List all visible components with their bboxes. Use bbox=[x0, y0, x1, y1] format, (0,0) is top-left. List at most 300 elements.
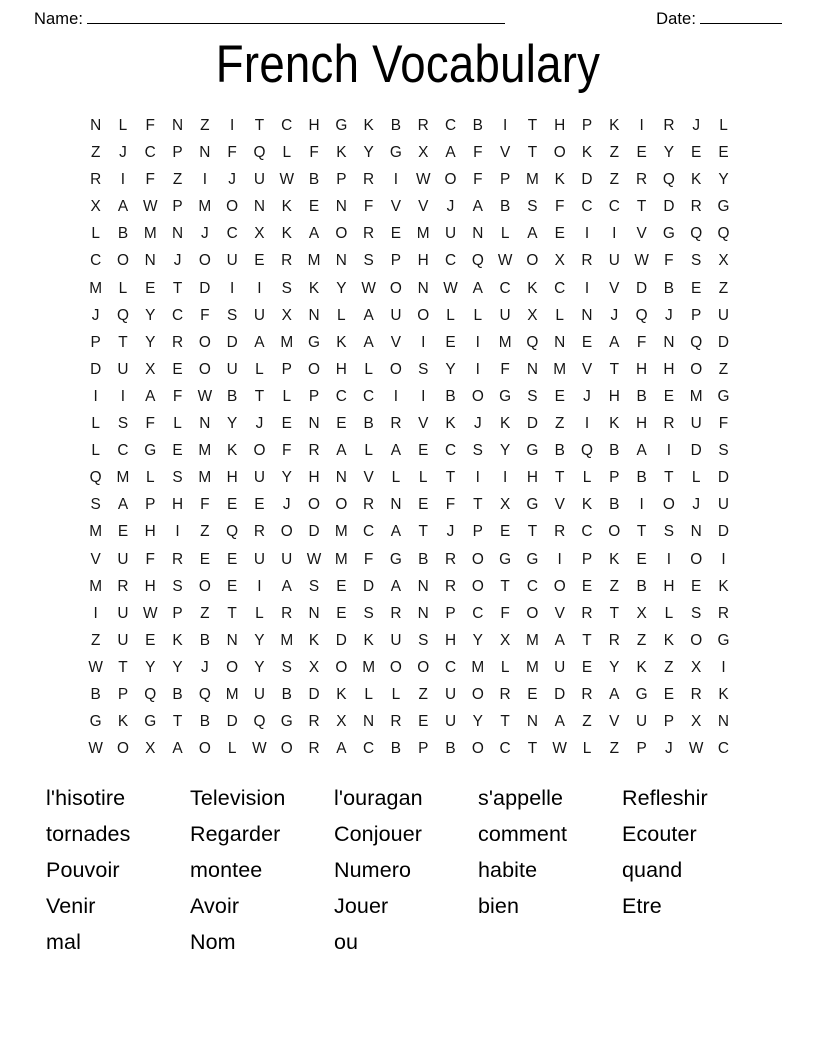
grid-cell[interactable]: V bbox=[90, 550, 101, 568]
grid-cell[interactable]: P bbox=[581, 550, 593, 568]
grid-cell[interactable]: R bbox=[171, 333, 184, 351]
grid-cell[interactable]: D bbox=[226, 333, 238, 351]
grid-cell[interactable]: O bbox=[690, 631, 703, 649]
grid-cell[interactable]: E bbox=[418, 442, 429, 460]
grid-cell[interactable]: U bbox=[117, 604, 129, 622]
grid-cell[interactable]: B bbox=[499, 198, 511, 216]
grid-cell[interactable]: J bbox=[446, 198, 455, 216]
grid-cell[interactable]: O bbox=[308, 496, 321, 514]
grid-cell[interactable]: K bbox=[445, 415, 456, 433]
grid-cell[interactable]: J bbox=[665, 306, 673, 324]
grid-cell[interactable]: R bbox=[308, 713, 320, 731]
grid-cell[interactable]: J bbox=[610, 306, 619, 324]
grid-cell[interactable]: C bbox=[581, 523, 593, 541]
grid-cell[interactable]: T bbox=[609, 604, 619, 622]
grid-cell[interactable]: T bbox=[636, 523, 647, 541]
grid-cell[interactable]: D bbox=[335, 631, 347, 649]
grid-cell[interactable]: F bbox=[363, 198, 374, 216]
grid-cell[interactable]: T bbox=[609, 360, 619, 378]
grid-cell[interactable]: Q bbox=[526, 333, 539, 351]
grid-cell[interactable]: U bbox=[226, 360, 238, 378]
grid-cell[interactable]: K bbox=[363, 117, 374, 134]
grid-cell[interactable]: R bbox=[253, 523, 265, 541]
grid-cell[interactable]: S bbox=[281, 279, 292, 297]
grid-cell[interactable]: S bbox=[718, 442, 729, 460]
grid-cell[interactable]: G bbox=[389, 144, 402, 162]
grid-cell[interactable]: L bbox=[118, 117, 128, 134]
grid-cell[interactable]: V bbox=[418, 415, 429, 433]
grid-cell[interactable]: O bbox=[526, 604, 539, 622]
grid-cell[interactable]: I bbox=[120, 387, 126, 405]
grid-cell[interactable]: E bbox=[418, 713, 429, 731]
grid-cell[interactable]: Q bbox=[226, 523, 239, 541]
grid-cell[interactable]: U bbox=[690, 415, 702, 433]
grid-cell[interactable]: V bbox=[390, 198, 402, 216]
grid-cell[interactable]: F bbox=[554, 198, 565, 216]
grid-cell[interactable]: U bbox=[253, 469, 265, 487]
grid-cell[interactable]: O bbox=[608, 523, 621, 541]
grid-cell[interactable]: Y bbox=[472, 631, 483, 649]
grid-cell[interactable]: L bbox=[173, 415, 182, 433]
grid-cell[interactable]: H bbox=[663, 577, 675, 595]
grid-cell[interactable]: Y bbox=[445, 360, 456, 378]
grid-cell[interactable]: K bbox=[281, 198, 292, 216]
grid-cell[interactable]: F bbox=[200, 306, 210, 324]
grid-cell[interactable]: U bbox=[717, 306, 730, 324]
grid-cell[interactable]: E bbox=[499, 523, 511, 541]
grid-cell[interactable]: B bbox=[418, 550, 429, 568]
grid-cell[interactable]: S bbox=[363, 252, 374, 270]
grid-cell[interactable]: R bbox=[281, 604, 293, 622]
grid-cell[interactable]: X bbox=[718, 252, 729, 270]
grid-cell[interactable]: Z bbox=[718, 360, 729, 378]
grid-cell[interactable]: F bbox=[500, 360, 510, 378]
word-list-item[interactable]: Etre bbox=[622, 894, 662, 918]
grid-cell[interactable]: A bbox=[363, 333, 374, 351]
word-list-item[interactable]: Pouvoir bbox=[46, 858, 120, 882]
grid-cell[interactable]: S bbox=[172, 577, 183, 595]
grid-cell[interactable]: U bbox=[390, 306, 402, 324]
grid-cell[interactable]: D bbox=[526, 415, 538, 433]
grid-cell[interactable]: D bbox=[690, 442, 702, 460]
grid-cell[interactable]: X bbox=[499, 496, 511, 514]
grid-cell[interactable]: I bbox=[229, 279, 235, 297]
grid-cell[interactable]: I bbox=[584, 415, 590, 433]
grid-cell[interactable]: T bbox=[527, 740, 538, 758]
grid-cell[interactable]: E bbox=[281, 415, 292, 433]
grid-cell[interactable]: J bbox=[446, 523, 455, 541]
grid-cell[interactable]: P bbox=[418, 740, 429, 758]
grid-cell[interactable]: Z bbox=[636, 631, 647, 649]
word-list-item[interactable]: Jouer bbox=[334, 894, 389, 918]
grid-cell[interactable]: A bbox=[472, 198, 483, 216]
grid-cell[interactable]: O bbox=[253, 442, 266, 460]
word-list-item[interactable]: Ecouter bbox=[622, 822, 697, 846]
grid-cell[interactable]: O bbox=[389, 658, 402, 676]
grid-cell[interactable]: N bbox=[335, 469, 347, 487]
grid-cell[interactable]: O bbox=[526, 252, 539, 270]
grid-cell[interactable]: Q bbox=[198, 685, 211, 703]
grid-cell[interactable]: P bbox=[90, 333, 101, 351]
grid-cell[interactable]: Y bbox=[172, 658, 183, 676]
grid-cell[interactable]: G bbox=[144, 442, 157, 460]
grid-cell[interactable]: R bbox=[117, 577, 129, 595]
grid-cell[interactable]: Q bbox=[144, 685, 157, 703]
grid-cell[interactable]: L bbox=[446, 306, 455, 324]
grid-cell[interactable]: E bbox=[145, 279, 156, 297]
grid-cell[interactable]: G bbox=[144, 713, 157, 731]
grid-cell[interactable]: X bbox=[145, 740, 156, 758]
grid-cell[interactable]: C bbox=[499, 740, 511, 758]
word-list-item[interactable]: quand bbox=[622, 858, 683, 882]
grid-cell[interactable]: U bbox=[717, 496, 730, 514]
grid-cell[interactable]: G bbox=[389, 550, 402, 568]
grid-cell[interactable]: K bbox=[172, 631, 183, 649]
grid-cell[interactable]: E bbox=[336, 577, 347, 595]
grid-cell[interactable]: T bbox=[254, 117, 265, 134]
grid-cell[interactable]: H bbox=[636, 415, 648, 433]
grid-cell[interactable]: W bbox=[688, 740, 704, 758]
grid-cell[interactable]: E bbox=[418, 496, 429, 514]
grid-cell[interactable]: W bbox=[497, 252, 513, 270]
grid-cell[interactable]: A bbox=[472, 279, 483, 297]
grid-cell[interactable]: L bbox=[282, 144, 291, 162]
grid-cell[interactable]: G bbox=[499, 387, 512, 405]
grid-cell[interactable]: F bbox=[445, 496, 456, 514]
grid-cell[interactable]: Y bbox=[145, 306, 156, 324]
grid-cell[interactable]: C bbox=[281, 117, 293, 134]
grid-cell[interactable]: N bbox=[144, 252, 156, 270]
grid-cell[interactable]: R bbox=[363, 225, 375, 243]
grid-cell[interactable]: F bbox=[172, 387, 183, 405]
grid-cell[interactable]: C bbox=[444, 442, 457, 460]
word-list-item[interactable]: Numero bbox=[334, 858, 412, 882]
grid-cell[interactable]: J bbox=[119, 144, 127, 162]
grid-cell[interactable]: M bbox=[471, 658, 485, 676]
grid-cell[interactable]: M bbox=[116, 469, 130, 487]
grid-cell[interactable]: O bbox=[417, 306, 430, 324]
grid-cell[interactable]: P bbox=[636, 740, 647, 758]
grid-cell[interactable]: U bbox=[253, 306, 265, 324]
grid-cell[interactable]: O bbox=[417, 658, 430, 676]
grid-cell[interactable]: H bbox=[226, 469, 238, 487]
grid-cell[interactable]: G bbox=[635, 685, 648, 703]
grid-cell[interactable]: K bbox=[308, 279, 320, 297]
grid-cell[interactable]: E bbox=[527, 685, 538, 703]
grid-cell[interactable]: P bbox=[609, 469, 620, 487]
grid-cell[interactable]: M bbox=[334, 523, 348, 541]
grid-cell[interactable]: N bbox=[171, 117, 184, 134]
grid-cell[interactable]: E bbox=[663, 685, 675, 703]
word-list-item[interactable]: Television bbox=[190, 786, 286, 810]
grid-cell[interactable]: I bbox=[421, 387, 426, 405]
grid-cell[interactable]: Y bbox=[254, 658, 265, 676]
grid-cell[interactable]: X bbox=[145, 360, 156, 378]
word-list-item[interactable]: Regarder bbox=[190, 822, 281, 846]
word-list-item[interactable]: Avoir bbox=[190, 894, 240, 918]
grid-cell[interactable]: S bbox=[308, 577, 320, 595]
grid-cell[interactable]: H bbox=[417, 252, 429, 270]
grid-cell[interactable]: E bbox=[581, 333, 593, 351]
grid-cell[interactable]: L bbox=[691, 469, 701, 487]
grid-cell[interactable]: G bbox=[717, 631, 730, 649]
grid-cell[interactable]: A bbox=[390, 577, 402, 595]
grid-cell[interactable]: B bbox=[663, 279, 675, 297]
grid-cell[interactable]: M bbox=[334, 550, 348, 568]
grid-cell[interactable]: X bbox=[308, 658, 320, 676]
grid-cell[interactable]: E bbox=[691, 279, 702, 297]
grid-cell[interactable]: M bbox=[198, 469, 212, 487]
grid-cell[interactable]: L bbox=[582, 740, 592, 758]
word-list-item[interactable]: ou bbox=[334, 930, 359, 954]
grid-cell[interactable]: Y bbox=[336, 279, 347, 297]
grid-cell[interactable]: M bbox=[280, 333, 294, 351]
grid-cell[interactable]: C bbox=[117, 442, 129, 460]
grid-cell[interactable]: G bbox=[308, 333, 321, 351]
grid-cell[interactable]: Y bbox=[281, 469, 292, 487]
grid-cell[interactable]: K bbox=[581, 496, 593, 514]
grid-cell[interactable]: I bbox=[93, 387, 98, 405]
grid-cell[interactable]: R bbox=[390, 713, 402, 731]
grid-cell[interactable]: Q bbox=[253, 144, 266, 162]
grid-cell[interactable]: W bbox=[252, 740, 267, 758]
grid-cell[interactable]: O bbox=[280, 523, 293, 541]
grid-cell[interactable]: V bbox=[390, 333, 402, 351]
grid-cell[interactable]: N bbox=[417, 577, 429, 595]
grid-cell[interactable]: P bbox=[281, 360, 292, 378]
grid-cell[interactable]: W bbox=[279, 171, 294, 189]
grid-cell[interactable]: B bbox=[199, 713, 210, 731]
word-list-item[interactable]: s'appelle bbox=[478, 786, 564, 810]
grid-cell[interactable]: L bbox=[364, 442, 373, 460]
grid-cell[interactable]: D bbox=[554, 685, 566, 703]
grid-cell[interactable]: A bbox=[636, 442, 647, 460]
word-list-item[interactable]: Refleshir bbox=[622, 786, 708, 810]
grid-cell[interactable]: A bbox=[145, 387, 156, 405]
grid-cell[interactable]: T bbox=[500, 577, 510, 595]
grid-cell[interactable]: O bbox=[280, 740, 293, 758]
grid-cell[interactable]: S bbox=[227, 306, 238, 324]
grid-cell[interactable]: Q bbox=[89, 469, 102, 487]
grid-cell[interactable]: V bbox=[554, 496, 565, 514]
grid-cell[interactable]: A bbox=[336, 442, 347, 460]
grid-cell[interactable]: G bbox=[717, 198, 730, 216]
grid-cell[interactable]: N bbox=[472, 225, 484, 243]
grid-cell[interactable]: U bbox=[444, 685, 457, 703]
grid-cell[interactable]: A bbox=[609, 685, 620, 703]
grid-cell[interactable]: N bbox=[308, 415, 320, 433]
word-list-item[interactable]: comment bbox=[478, 822, 568, 846]
grid-cell[interactable]: S bbox=[527, 198, 538, 216]
grid-cell[interactable]: O bbox=[226, 658, 239, 676]
grid-cell[interactable]: V bbox=[609, 713, 620, 731]
grid-cell[interactable]: Y bbox=[363, 144, 374, 162]
grid-cell[interactable]: I bbox=[612, 225, 617, 243]
grid-cell[interactable]: F bbox=[145, 550, 155, 568]
grid-cell[interactable]: M bbox=[89, 577, 103, 595]
grid-cell[interactable]: C bbox=[608, 198, 620, 216]
grid-cell[interactable]: Q bbox=[116, 306, 129, 324]
grid-cell[interactable]: N bbox=[390, 496, 402, 514]
grid-cell[interactable]: N bbox=[90, 117, 102, 134]
grid-cell[interactable]: U bbox=[117, 550, 129, 568]
grid-cell[interactable]: S bbox=[418, 360, 429, 378]
grid-cell[interactable]: Q bbox=[253, 713, 266, 731]
grid-cell[interactable]: L bbox=[337, 306, 346, 324]
grid-cell[interactable]: V bbox=[363, 469, 374, 487]
grid-cell[interactable]: K bbox=[363, 631, 374, 649]
grid-cell[interactable]: A bbox=[609, 333, 620, 351]
grid-cell[interactable]: R bbox=[363, 171, 375, 189]
grid-cell[interactable]: W bbox=[443, 279, 458, 297]
grid-cell[interactable]: B bbox=[227, 387, 238, 405]
grid-cell[interactable]: B bbox=[308, 171, 320, 189]
grid-cell[interactable]: H bbox=[608, 387, 620, 405]
grid-cell[interactable]: C bbox=[226, 225, 238, 243]
grid-cell[interactable]: B bbox=[117, 225, 129, 243]
grid-cell[interactable]: I bbox=[475, 360, 480, 378]
grid-cell[interactable]: U bbox=[636, 713, 648, 731]
grid-cell[interactable]: T bbox=[527, 117, 538, 134]
grid-cell[interactable]: N bbox=[199, 415, 211, 433]
word-list-item[interactable]: Nom bbox=[190, 930, 236, 954]
word-list-item[interactable]: bien bbox=[478, 894, 520, 918]
grid-cell[interactable]: J bbox=[692, 496, 701, 514]
grid-cell[interactable]: O bbox=[389, 360, 402, 378]
grid-cell[interactable]: M bbox=[198, 198, 212, 216]
grid-cell[interactable]: Y bbox=[663, 144, 675, 162]
grid-cell[interactable]: U bbox=[499, 306, 511, 324]
grid-cell[interactable]: K bbox=[308, 631, 320, 649]
grid-cell[interactable]: E bbox=[390, 225, 402, 243]
grid-cell[interactable]: K bbox=[718, 685, 729, 703]
grid-cell[interactable]: R bbox=[417, 117, 429, 134]
grid-cell[interactable]: X bbox=[554, 252, 565, 270]
grid-cell[interactable]: U bbox=[554, 658, 566, 676]
grid-cell[interactable]: H bbox=[308, 469, 320, 487]
grid-cell[interactable]: L bbox=[719, 117, 728, 134]
grid-cell[interactable]: L bbox=[364, 360, 373, 378]
grid-cell[interactable]: M bbox=[416, 225, 430, 243]
grid-cell[interactable]: H bbox=[554, 117, 566, 134]
grid-cell[interactable]: Z bbox=[718, 279, 729, 297]
grid-cell[interactable]: Y bbox=[227, 415, 238, 433]
grid-cell[interactable]: I bbox=[502, 117, 508, 134]
grid-cell[interactable]: B bbox=[199, 631, 210, 649]
grid-cell[interactable]: D bbox=[226, 713, 238, 731]
name-write-line[interactable] bbox=[87, 10, 505, 24]
grid-cell[interactable]: R bbox=[90, 171, 102, 189]
grid-cell[interactable]: O bbox=[198, 577, 211, 595]
grid-cell[interactable]: I bbox=[639, 496, 644, 514]
grid-cell[interactable]: D bbox=[717, 523, 730, 541]
word-list-item[interactable]: habite bbox=[478, 858, 538, 882]
word-list-item[interactable]: tornades bbox=[46, 822, 131, 846]
grid-cell[interactable]: W bbox=[197, 387, 213, 405]
grid-cell[interactable]: I bbox=[557, 550, 562, 568]
grid-cell[interactable]: I bbox=[229, 117, 235, 134]
grid-cell[interactable]: Z bbox=[582, 713, 592, 731]
grid-cell[interactable]: I bbox=[202, 171, 207, 189]
grid-cell[interactable]: X bbox=[691, 658, 702, 676]
grid-cell[interactable]: A bbox=[336, 740, 347, 758]
grid-cell[interactable]: W bbox=[634, 252, 649, 270]
grid-cell[interactable]: O bbox=[335, 225, 348, 243]
grid-cell[interactable]: O bbox=[471, 685, 484, 703]
grid-cell[interactable]: H bbox=[335, 360, 347, 378]
grid-cell[interactable]: N bbox=[417, 279, 429, 297]
grid-cell[interactable]: E bbox=[445, 333, 456, 351]
grid-cell[interactable]: C bbox=[363, 387, 375, 405]
grid-cell[interactable]: Y bbox=[145, 333, 156, 351]
grid-cell[interactable]: W bbox=[306, 550, 322, 568]
grid-cell[interactable]: M bbox=[525, 171, 539, 189]
grid-cell[interactable]: C bbox=[363, 523, 375, 541]
grid-cell[interactable]: G bbox=[280, 713, 293, 731]
grid-cell[interactable]: M bbox=[525, 631, 539, 649]
grid-cell[interactable]: T bbox=[636, 198, 647, 216]
grid-cell[interactable]: O bbox=[553, 144, 566, 162]
grid-cell[interactable]: B bbox=[281, 685, 292, 703]
grid-cell[interactable]: E bbox=[691, 577, 702, 595]
grid-cell[interactable]: X bbox=[254, 225, 265, 243]
grid-cell[interactable]: K bbox=[336, 685, 347, 703]
grid-cell[interactable]: U bbox=[444, 713, 457, 731]
grid-cell[interactable]: F bbox=[145, 415, 155, 433]
grid-cell[interactable]: F bbox=[309, 144, 319, 162]
grid-cell[interactable]: Q bbox=[717, 225, 730, 243]
grid-cell[interactable]: C bbox=[90, 252, 102, 270]
grid-cell[interactable]: R bbox=[390, 415, 402, 433]
grid-cell[interactable]: P bbox=[390, 252, 402, 270]
grid-cell[interactable]: V bbox=[499, 144, 511, 162]
grid-cell[interactable]: B bbox=[554, 442, 565, 460]
grid-cell[interactable]: Z bbox=[554, 415, 565, 433]
grid-cell[interactable]: T bbox=[500, 713, 510, 731]
grid-cell[interactable]: E bbox=[554, 225, 565, 243]
grid-cell[interactable]: J bbox=[282, 496, 291, 514]
grid-cell[interactable]: H bbox=[636, 360, 648, 378]
grid-cell[interactable]: W bbox=[88, 658, 103, 676]
grid-cell[interactable]: Z bbox=[664, 658, 674, 676]
grid-cell[interactable]: R bbox=[444, 577, 457, 595]
grid-cell[interactable]: B bbox=[472, 117, 483, 134]
grid-cell[interactable]: N bbox=[554, 333, 566, 351]
grid-cell[interactable]: W bbox=[142, 604, 158, 622]
grid-cell[interactable]: M bbox=[689, 387, 703, 405]
grid-cell[interactable]: N bbox=[526, 713, 538, 731]
grid-cell[interactable]: G bbox=[499, 550, 512, 568]
grid-cell[interactable]: L bbox=[500, 225, 510, 243]
grid-cell[interactable]: J bbox=[665, 740, 673, 758]
grid-cell[interactable]: U bbox=[390, 631, 402, 649]
grid-cell[interactable]: D bbox=[308, 523, 320, 541]
grid-cell[interactable]: O bbox=[471, 387, 484, 405]
grid-cell[interactable]: K bbox=[609, 415, 620, 433]
grid-cell[interactable]: B bbox=[609, 496, 620, 514]
grid-cell[interactable]: C bbox=[444, 658, 457, 676]
grid-cell[interactable]: M bbox=[225, 685, 239, 703]
grid-cell[interactable]: N bbox=[308, 604, 320, 622]
grid-cell[interactable]: F bbox=[473, 171, 483, 189]
grid-cell[interactable]: W bbox=[88, 740, 103, 758]
grid-cell[interactable]: Y bbox=[609, 658, 620, 676]
grid-cell[interactable]: M bbox=[362, 658, 376, 676]
grid-cell[interactable]: F bbox=[363, 550, 374, 568]
grid-cell[interactable]: O bbox=[308, 360, 321, 378]
grid-cell[interactable]: Z bbox=[172, 171, 183, 189]
grid-cell[interactable]: G bbox=[89, 713, 102, 731]
